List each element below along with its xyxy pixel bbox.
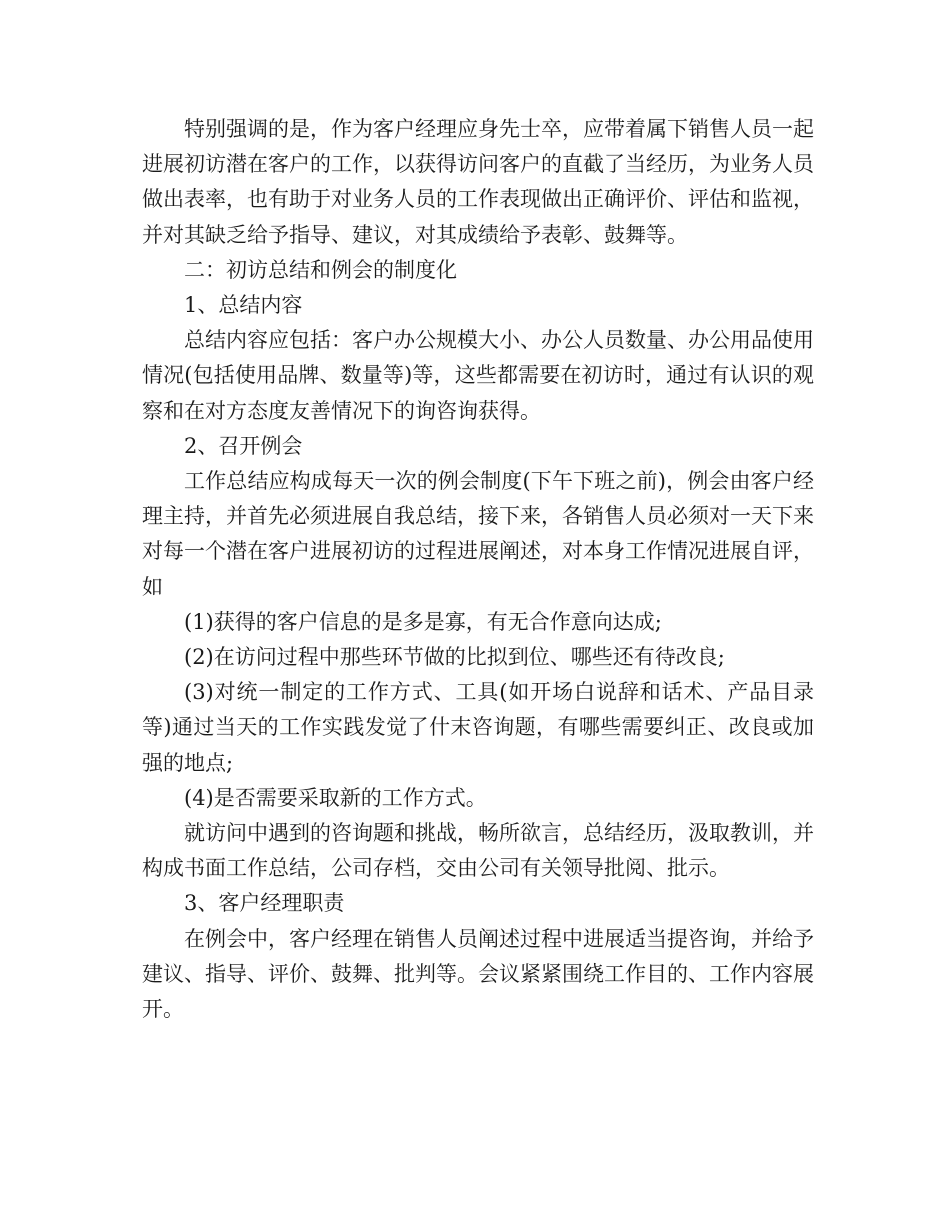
list-item-1: (1)获得的客户信息的是多是寡，有无合作意向达成; — [184, 609, 662, 634]
paragraph-summary-content: 总结内容应包括：客户办公规模大小、办公人员数量、办公用品使用情况(包括使用品牌、数量等)等，这些都需要在初访时，通过有认识的观察和在对方态度友善情况下的询咨询获得。 — [142, 328, 814, 423]
subheading-manager-duties: 3、客户经理职责 — [184, 891, 345, 916]
subheading-summary-content: 1、总结内容 — [184, 293, 303, 318]
section-heading-2: 二：初访总结和例会的制度化 — [184, 257, 457, 282]
list-item-4: (4)是否需要采取新的工作方式。 — [184, 785, 487, 810]
paragraph-lead-emphasis: 特别强调的是，作为客户经理应身先士卒，应带着属下销售人员一起进展初访潜在客户的工作，以获得访问客户的直截了当经历，为业务人员做出表率，也有助于对业务人员的工作表现做出正确评价、评估和监视，并对其缺乏给予指导、建议，对其成绩给予表彰、鼓舞等。 — [142, 117, 814, 247]
list-item-2: (2)在访问过程中那些环节做的比拟到位、哪些还有待改良; — [184, 645, 725, 670]
paragraph-discussion-summary: 就访问中遇到的咨询题和挑战，畅所欲言，总结经历，汲取教训，并构成书面工作总结，公司存档，交由公司有关领导批阅、批示。 — [142, 821, 814, 881]
paragraph-meeting-system: 工作总结应构成每天一次的例会制度(下午下班之前)，例会由客户经理主持，并首先必须进展自我总结，接下来，各销售人员必须对一天下来对每一个潜在客户进展初访的过程进展阐述，对本身工作情况进展自评，如 — [142, 469, 814, 599]
document-page — [142, 112, 814, 1027]
list-item-3: (3)对统一制定的工作方式、工具(如开场白说辞和话术、产品目录等)通过当天的工作实践发觉了什末咨询题，有哪些需要纠正、改良或加强的地点; — [142, 680, 814, 775]
subheading-hold-meeting: 2、召开例会 — [184, 433, 303, 458]
paragraph-manager-duties: 在例会中，客户经理在销售人员阐述过程中进展适当提咨询，并给予建议、指导、评价、鼓舞、批判等。会议紧紧围绕工作目的、工作内容展开。 — [142, 926, 814, 1022]
